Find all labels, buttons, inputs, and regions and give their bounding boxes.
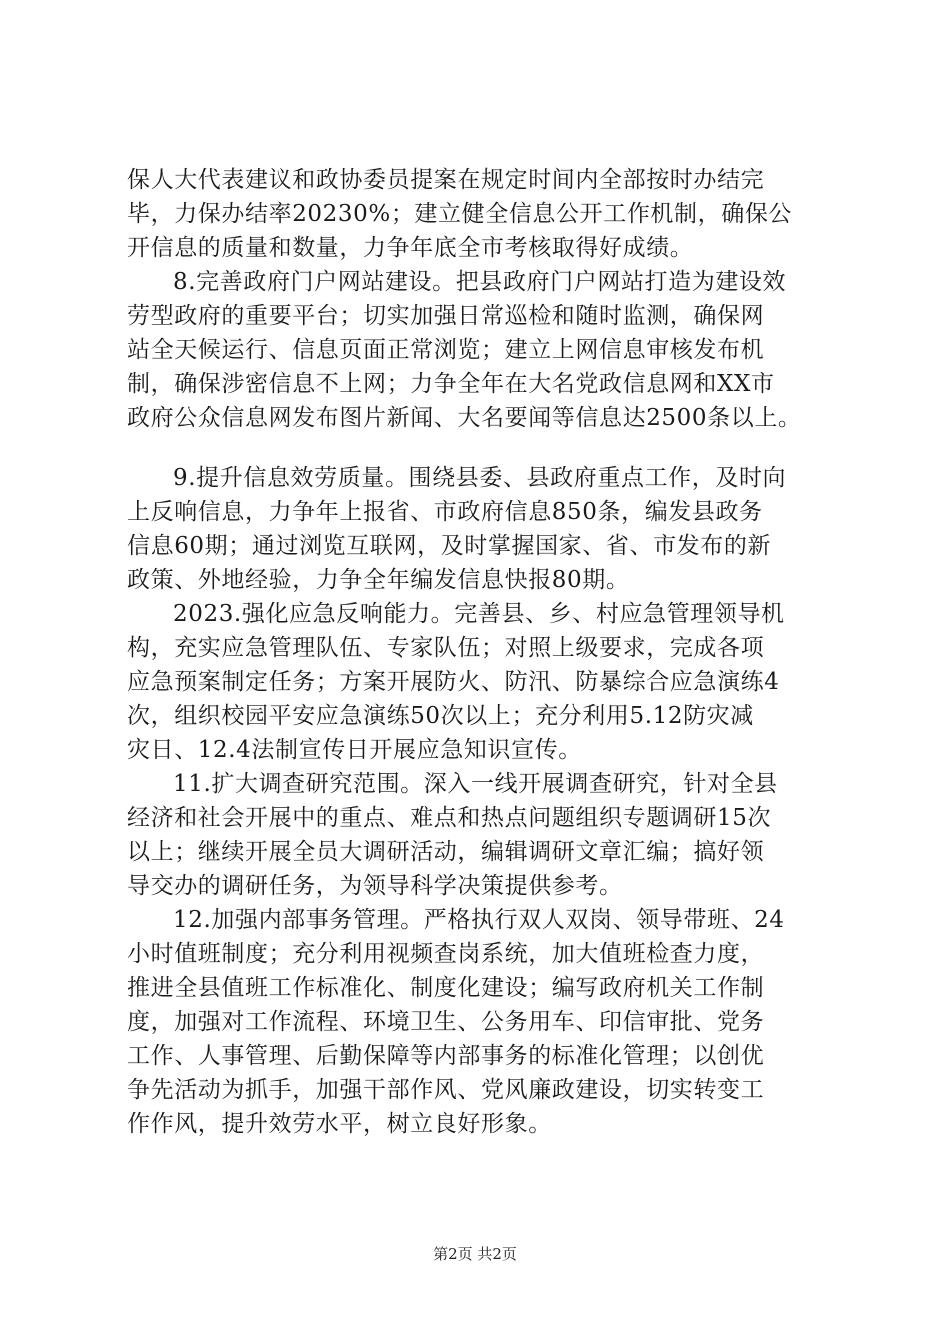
text-line: 构，充实应急管理队伍、专家队伍；对照上级要求，完成各项 [127,635,765,661]
paragraph-9-first-line: 9.提升信息效劳质量。围绕县委、县政府重点工作，及时向 [173,465,787,491]
text-line: 站全天候运行、信息页面正常浏览；建立上网信息审核发布机 [127,337,765,363]
text-line: 灾日、12.4法制宣传日开展应急知识宣传。 [127,737,582,763]
paragraph-gap [127,435,842,461]
text-line: 劳型政府的重要平台；切实加强日常巡检和随时监测，确保网 [127,303,765,329]
text-line: 毕，力保办结率20230%；建立健全信息公开工作机制，确保公 [127,201,793,227]
text-line: 小时值班制度；充分利用视频查岗系统，加大值班检查力度， [127,941,765,967]
text-line: 导交办的调研任务，为领导科学决策提供参考。 [127,873,623,899]
text-line: 政府公众信息网发布图片新闻、大名要闻等信息达2500条以上。 [127,405,802,431]
text-line: 开信息的质量和数量，力争年底全市考核取得好成绩。 [127,235,694,261]
paragraph-12-first-line: 12.加强内部事务管理。严格执行双人双岗、领导带班、24 [173,907,785,933]
text-line: 次，组织校园平安应急演练50次以上；充分利用5.12防灾减 [127,703,754,729]
paragraph-10-first-line: 2023.强化应急反响能力。完善县、乡、村应急管理领导机 [173,601,785,627]
paragraph-11-first-line: 11.扩大调查研究范围。深入一线开展调查研究，针对全县 [173,771,778,797]
text-line: 上反响信息，力争年上报省、市政府信息850条，编发县政务 [127,499,763,525]
text-line: 推进全县值班工作标准化、制度化建设；编写政府机关工作制 [127,975,765,1001]
text-line: 保人大代表建议和政协委员提案在规定时间内全部按时办结完 [127,167,765,193]
text-line: 工作、人事管理、后勤保障等内部事务的标准化管理；以创优 [127,1043,765,1069]
text-line: 信息60期；通过浏览互联网，及时掌握国家、省、市发布的新 [127,533,772,559]
document-body [127,163,842,1141]
text-line: 应急预案制定任务；方案开展防火、防汛、防暴综合应急演练4 [127,669,780,695]
text-line: 作作风，提升效劳水平，树立良好形象。 [127,1111,552,1137]
page-footer: 第2页 共2页 [433,1245,517,1263]
text-line: 以上；继续开展全员大调研活动，编辑调研文章汇编；搞好领 [127,839,765,865]
text-line: 争先活动为抓手，加强干部作风、党风廉政建设，切实转变工 [127,1077,765,1103]
paragraph-8-first-line: 8.完善政府门户网站建设。把县政府门户网站打造为建设效 [173,269,787,295]
text-line: 制，确保涉密信息不上网；力争全年在大名党政信息网和XX市 [127,371,775,397]
text-line: 度，加强对工作流程、环境卫生、公务用车、印信审批、党务 [127,1009,765,1035]
text-line: 政策、外地经验，力争全年编发信息快报80期。 [127,567,630,593]
text-line: 经济和社会开展中的重点、难点和热点问题组织专题调研15次 [127,805,772,831]
